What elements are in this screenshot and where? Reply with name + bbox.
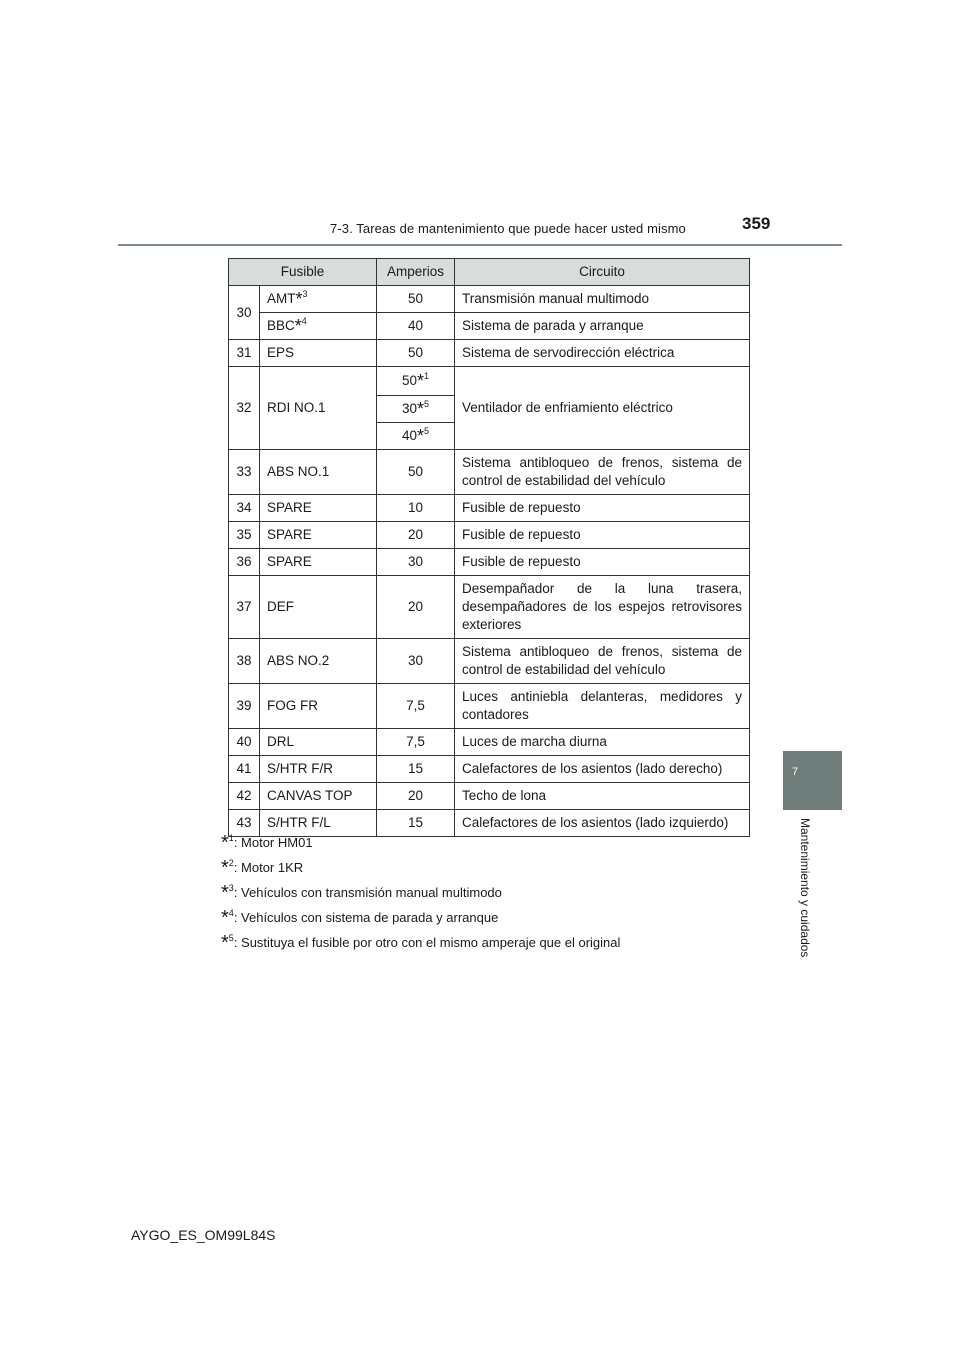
fuse-name: DEF: [260, 576, 377, 639]
fuse-number: 41: [229, 756, 260, 783]
fuse-name: SPARE: [260, 549, 377, 576]
circuit: Fusible de repuesto: [455, 549, 750, 576]
note-ref: 4: [301, 316, 307, 326]
table-row: [229, 522, 750, 549]
table-row: [229, 729, 750, 756]
fuse-number: 30: [229, 286, 260, 340]
fuse-number: 42: [229, 783, 260, 810]
note-text: : Motor 1KR: [233, 860, 304, 875]
table-header-row: [229, 259, 750, 286]
note-ref: 5: [424, 399, 430, 409]
note-text: : Sustituya el fusible por otro con el mismo amperaje que el original: [233, 935, 621, 950]
fuse-number: 34: [229, 495, 260, 522]
footnote: [221, 934, 620, 959]
footnote: [221, 884, 620, 909]
table-row: [229, 367, 750, 396]
fuse-name: CANVAS TOP: [260, 783, 377, 810]
note-asterisk: *: [221, 907, 229, 929]
circuit: Sistema de parada y arranque: [455, 313, 750, 340]
note-asterisk: *: [221, 882, 229, 904]
fuse-name: S/HTR F/L: [260, 810, 377, 837]
amperage: 30: [377, 549, 455, 576]
fuse-number: 32: [229, 367, 260, 450]
note-asterisk: *: [294, 316, 302, 336]
note-ref: 3: [302, 289, 308, 299]
fuse-number: 37: [229, 576, 260, 639]
table-row: [229, 286, 750, 313]
circuit: Luces antiniebla delanteras, medidores y contadores: [455, 684, 750, 729]
amperage: 7,5: [377, 684, 455, 729]
chapter-label: Mantenimiento y cuidados: [798, 818, 812, 958]
table-row: [229, 756, 750, 783]
amperage: 30*$^5$: [377, 396, 455, 423]
table-row: [229, 576, 750, 639]
table-row: [229, 450, 750, 495]
fuse-name: FOG FR: [260, 684, 377, 729]
circuit: Transmisión manual multimodo: [455, 286, 750, 313]
note-asterisk: *: [221, 932, 229, 954]
fuse-number: 35: [229, 522, 260, 549]
note-asterisk: *: [417, 426, 425, 446]
table-row: [229, 313, 750, 340]
section-title: 7-3. Tareas de mantenimiento que puede hacer usted mismo: [330, 221, 686, 236]
note-ref: 1: [424, 371, 430, 381]
fuse-number: 31: [229, 340, 260, 367]
amperage: 20: [377, 576, 455, 639]
fuse-number: 36: [229, 549, 260, 576]
note-ref: 5: [424, 426, 430, 436]
table-row: [229, 495, 750, 522]
chapter-number: 7: [792, 766, 799, 778]
footnote: [221, 909, 620, 934]
header-amperios: Amperios: [377, 259, 455, 286]
note-asterisk: *: [417, 371, 425, 391]
fuse-name: SPARE: [260, 522, 377, 549]
fuse-number: 33: [229, 450, 260, 495]
amperage: 50: [377, 286, 455, 313]
note-text: : Vehículos con sistema de parada y arranque: [233, 910, 499, 925]
page-number: 359: [742, 214, 771, 233]
amperage: 40: [377, 313, 455, 340]
table-row: [229, 549, 750, 576]
footnote: [221, 834, 620, 859]
note-number: 4: [228, 908, 234, 918]
amperage: 15: [377, 756, 455, 783]
amperage: 50: [377, 450, 455, 495]
amperage: 40*$^5$: [377, 423, 455, 450]
fuse-name: BBC*$^4$: [260, 313, 377, 340]
note-number: 1: [228, 833, 234, 843]
amperage: 7,5: [377, 729, 455, 756]
circuit: Ventilador de enfriamiento eléctrico: [455, 367, 750, 450]
circuit: Sistema antibloqueo de frenos, sistema de control de estabilidad del vehículo: [455, 450, 750, 495]
fuse-number: 43: [229, 810, 260, 837]
note-asterisk: *: [295, 289, 303, 309]
table-row: [229, 639, 750, 684]
note-asterisk: *: [221, 857, 229, 879]
circuit: Luces de marcha diurna: [455, 729, 750, 756]
header-circuito: Circuito: [455, 259, 750, 286]
fuse-number: 38: [229, 639, 260, 684]
footnote: [221, 859, 620, 884]
fuse-name: ABS NO.2: [260, 639, 377, 684]
circuit: Fusible de repuesto: [455, 495, 750, 522]
fuse-name: RDI NO.1: [260, 367, 377, 450]
fuse-name: AMT*$^3$: [260, 286, 377, 313]
fuse-name: EPS: [260, 340, 377, 367]
fuse-name: DRL: [260, 729, 377, 756]
header-fusible: Fusible: [229, 259, 377, 286]
note-text: : Vehículos con transmisión manual multimodo: [233, 885, 502, 900]
note-asterisk: *: [221, 832, 229, 854]
fuse-number: 39: [229, 684, 260, 729]
circuit: Sistema de servodirección eléctrica: [455, 340, 750, 367]
table-row: [229, 340, 750, 367]
circuit: Calefactores de los asientos (lado derecho): [455, 756, 750, 783]
circuit: Desempañador de la luna trasera, desempañadores de los espejos retrovisores exteriores: [455, 576, 750, 639]
header-divider: [118, 244, 842, 246]
fuse-name: S/HTR F/R: [260, 756, 377, 783]
amperage: 30: [377, 639, 455, 684]
fuse-name: ABS NO.1: [260, 450, 377, 495]
note-number: 3: [228, 883, 234, 893]
note-text: : Motor HM01: [233, 835, 313, 850]
circuit: Sistema antibloqueo de frenos, sistema de control de estabilidad del vehículo: [455, 639, 750, 684]
circuit: Techo de lona: [455, 783, 750, 810]
amperage: 10: [377, 495, 455, 522]
circuit: Calefactores de los asientos (lado izquierdo): [455, 810, 750, 837]
table-row: [229, 684, 750, 729]
chapter-tab: [783, 751, 842, 810]
fuse-table: [228, 258, 750, 837]
note-number: 2: [228, 858, 234, 868]
amperage: 20: [377, 783, 455, 810]
table-row: [229, 783, 750, 810]
document-code: AYGO_ES_OM99L84S: [131, 1227, 276, 1243]
note-asterisk: *: [417, 399, 425, 419]
circuit: Fusible de repuesto: [455, 522, 750, 549]
amperage: 15: [377, 810, 455, 837]
amperage: 20: [377, 522, 455, 549]
table-row: [229, 810, 750, 837]
fuse-name: SPARE: [260, 495, 377, 522]
fuse-number: 40: [229, 729, 260, 756]
footnotes: [221, 834, 620, 959]
amperage: 50*$^1$: [377, 367, 455, 396]
amperage: 50: [377, 340, 455, 367]
note-number: 5: [228, 933, 234, 943]
